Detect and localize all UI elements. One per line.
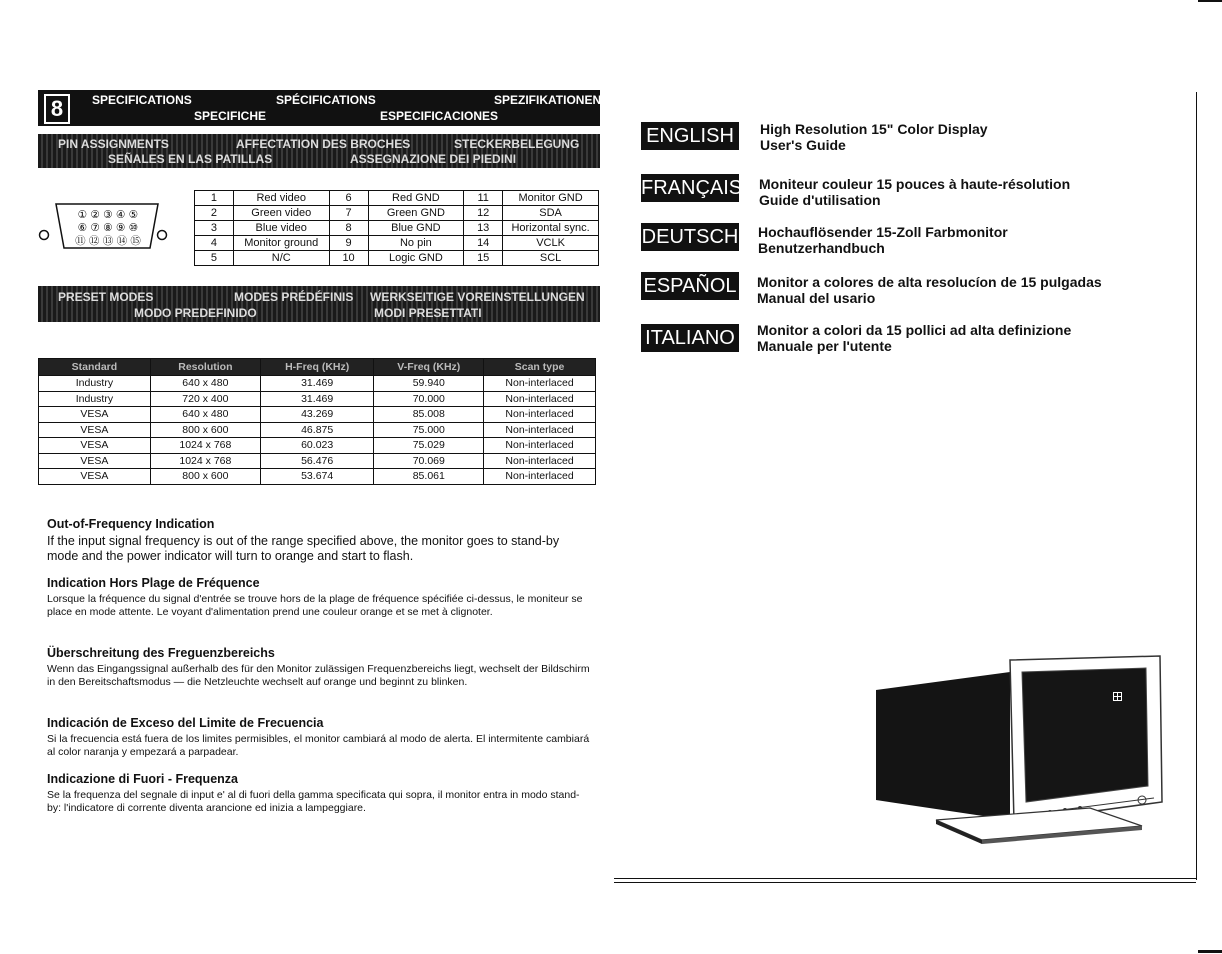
preset-modes-band [38,286,600,322]
lang-subtitle-espanol: Manual del usario [757,290,876,306]
modes-cell: 75.000 [374,422,484,438]
connector-row-3: ⑪ ⑫ ⑬ ⑭ ⑮ [75,235,141,247]
modes-cell: 70.000 [374,391,484,407]
crop-mark-bottom [1198,950,1222,953]
pin-cell: 9 [329,236,368,251]
modes-cell: Non-interlaced [484,469,596,485]
pin-cell: 1 [195,191,234,206]
modes-row [39,407,596,423]
connector-row-2: ⑥ ⑦ ⑧ ⑨ ⑩ [77,222,139,234]
pin-cell: Horizontal sync. [503,221,599,236]
lang-subtitle-francais: Guide d'utilisation [759,192,881,208]
modes-cell: Non-interlaced [484,453,596,469]
crop-mark-top [1198,0,1222,2]
lang-subtitle-italiano: Manuale per l'utente [757,338,892,354]
modes-cell: Industry [39,376,151,392]
lang-text-italiano [757,322,1071,354]
section-fr [47,576,592,619]
pin-cell: 3 [195,221,234,236]
pin-band-de: STECKERBELEGUNG [454,137,580,151]
modes-cell: 640 x 480 [150,376,260,392]
pin-cell: 13 [464,221,503,236]
lang-text-espanol [757,274,1102,306]
pin-cell: SDA [503,206,599,221]
section-en [47,517,592,564]
modes-cell: 1024 x 768 [150,438,260,454]
pin-cell: Logic GND [368,251,464,266]
section-title-it: Indicazione di Fuori - Frequenza [47,772,238,786]
pin-cell: Monitor ground [233,236,329,251]
modes-cell: 53.674 [260,469,374,485]
lang-subtitle-english: User's Guide [760,137,846,153]
modes-cell: VESA [39,469,151,485]
lang-label-english: ENGLISH [641,122,739,150]
pin-band-en: PIN ASSIGNMENTS [58,137,169,151]
pin-cell: No pin [368,236,464,251]
pin-cell: 5 [195,251,234,266]
modes-band-fr: MODES PRÉDÉFINIS [234,290,354,304]
modes-cell: 31.469 [260,391,374,407]
title-it: SPECIFICHE [194,109,267,123]
title-de: SPEZIFIKATIONEN [494,93,602,107]
pin-assignments-band [38,134,600,168]
pin-cell: Blue GND [368,221,464,236]
modes-cell: Non-interlaced [484,422,596,438]
modes-header-cell: Standard [39,359,151,376]
modes-row [39,438,596,454]
modes-cell: 46.875 [260,422,374,438]
section-text-de: Wenn das Eingangssignal außerhalb des für den Monitor zulässigen Frequenzbereichs liegt, wechselt der Bildschirm in den Bereitschaftsmodus — die Netzleuchte wechselt auf orange und beginnt zu blinken. [47,663,590,688]
section-text-es: Si la frecuencia está fuera de los limites permisibles, el monitor cambiará al modo de alerta. El intermitente cambiará al color naranja y empezará a parpadear. [47,733,590,758]
modes-cell: 75.029 [374,438,484,454]
section-number: 8 [44,94,70,124]
modes-row [39,422,596,438]
pin-cell: 7 [329,206,368,221]
modes-cell: Non-interlaced [484,376,596,392]
modes-row [39,391,596,407]
lang-label-italiano: ITALIANO [641,324,739,352]
modes-band-de: WERKSEITIGE VOREINSTELLUNGEN [370,290,585,304]
pin-cell: Green video [233,206,329,221]
pin-cell: 12 [464,206,503,221]
section-title-es: Indicación de Exceso del Limite de Frecuencia [47,716,324,730]
modes-cell: 70.069 [374,453,484,469]
modes-cell: VESA [39,422,151,438]
lang-title-francais: Moniteur couleur 15 pouces à haute-résolution [759,176,1071,192]
section-text-fr: Lorsque la fréquence du signal d'entrée se trouve hors de la plage de fréquence spécifiée ci-dessus, le moniteur se place en mode attente. Le voyant d'alimentation prend une couleur orange et se met à clignoter. [47,593,583,618]
modes-header-cell: V-Freq (KHz) [374,359,484,376]
section-text-en: If the input signal frequency is out of the range specified above, the monitor goes to stand-by mode and the power indicator will turn to orange and start to flash. [47,534,560,563]
title-fr: SPÉCIFICATIONS [276,93,376,107]
modes-cell: VESA [39,438,151,454]
modes-band-es: MODO PREDEFINIDO [134,306,257,320]
pin-band-es: SEÑALES EN LAS PATILLAS [108,152,273,166]
page-border-bottom-inner [614,882,1196,883]
modes-header-cell: Resolution [150,359,260,376]
modes-band-it: MODI PRESETTATI [374,306,482,320]
modes-band-en: PRESET MODES [58,290,154,304]
pin-cell: SCL [503,251,599,266]
pin-row [195,191,599,206]
monitor-illustration [870,650,1170,850]
modes-cell: 800 x 600 [150,469,260,485]
modes-cell: 720 x 400 [150,391,260,407]
page-border-bottom [614,878,1196,879]
pin-row [195,206,599,221]
connector-row-1: ① ② ③ ④ ⑤ [77,209,139,221]
modes-cell: VESA [39,407,151,423]
pin-cell: 11 [464,191,503,206]
pin-cell: Red GND [368,191,464,206]
section-header [38,90,600,126]
lang-text-english [760,121,988,153]
pin-cell: Green GND [368,206,464,221]
pin-cell: Blue video [233,221,329,236]
modes-cell: 85.008 [374,407,484,423]
lang-text-francais [759,176,1070,208]
pin-row [195,221,599,236]
modes-row [39,469,596,485]
modes-cell: VESA [39,453,151,469]
pin-cell: 2 [195,206,234,221]
pin-cell: Red video [233,191,329,206]
modes-cell: 640 x 480 [150,407,260,423]
modes-cell: 1024 x 768 [150,453,260,469]
modes-cell: Industry [39,391,151,407]
modes-cell: Non-interlaced [484,407,596,423]
lang-label-francais: FRANÇAIS [641,174,739,202]
modes-cell: 85.061 [374,469,484,485]
section-de [47,646,592,689]
modes-cell: 56.476 [260,453,374,469]
modes-header-cell: H-Freq (KHz) [260,359,374,376]
modes-cell: 31.469 [260,376,374,392]
section-text-it: Se la frequenza del segnale di input e' al di fuori della gamma specificata qui sopra, il monitor entra in modo stand-by: l'indicatore di corrente diventa arancione ed inizia a lampeggiare. [47,789,580,814]
pin-cell: N/C [233,251,329,266]
section-it [47,772,592,815]
modes-cell: Non-interlaced [484,391,596,407]
section-title-de: Überschreitung des Freguenzbereichs [47,646,275,660]
pin-cell: 8 [329,221,368,236]
lang-subtitle-deutsch: Benutzerhandbuch [758,240,885,256]
lang-title-deutsch: Hochauflösender 15-Zoll Farbmonitor [758,224,1008,240]
lang-label-espanol: ESPAÑOL [641,272,739,300]
pin-cell: 6 [329,191,368,206]
pin-band-it: ASSEGNAZIONE DEI PIEDINI [350,152,517,166]
lang-label-deutsch: DEUTSCH [641,223,739,251]
pin-cell: VCLK [503,236,599,251]
section-es [47,716,592,759]
modes-header-cell: Scan type [484,359,596,376]
pin-band-fr: AFFECTATION DES BROCHES [236,137,411,151]
pin-row [195,251,599,266]
pin-row [195,236,599,251]
pin-cell: Monitor GND [503,191,599,206]
pin-cell: 10 [329,251,368,266]
modes-cell: 60.023 [260,438,374,454]
title-es: ESPECIFICACIONES [380,109,499,123]
page-border-right [1196,92,1197,880]
lang-title-english: High Resolution 15" Color Display [760,121,988,137]
lang-title-italiano: Monitor a colori da 15 pollici ad alta definizione [757,322,1072,338]
modes-cell: Non-interlaced [484,438,596,454]
pin-cell: 15 [464,251,503,266]
vga-connector-diagram [38,198,168,252]
pin-cell: 14 [464,236,503,251]
modes-cell: 43.269 [260,407,374,423]
modes-row [39,376,596,392]
section-title-en: Out-of-Frequency Indication [47,517,215,531]
preset-modes-table [38,358,596,485]
pin-cell: 4 [195,236,234,251]
modes-row [39,453,596,469]
modes-cell: 800 x 600 [150,422,260,438]
lang-text-deutsch [758,224,1008,256]
section-title-fr: Indication Hors Plage de Fréquence [47,576,260,590]
modes-cell: 59.940 [374,376,484,392]
lang-title-espanol: Monitor a colores de alta resolucíon de 15 pulgadas [757,274,1102,290]
title-en: SPECIFICATIONS [92,93,192,107]
pin-assignment-table [194,190,599,266]
